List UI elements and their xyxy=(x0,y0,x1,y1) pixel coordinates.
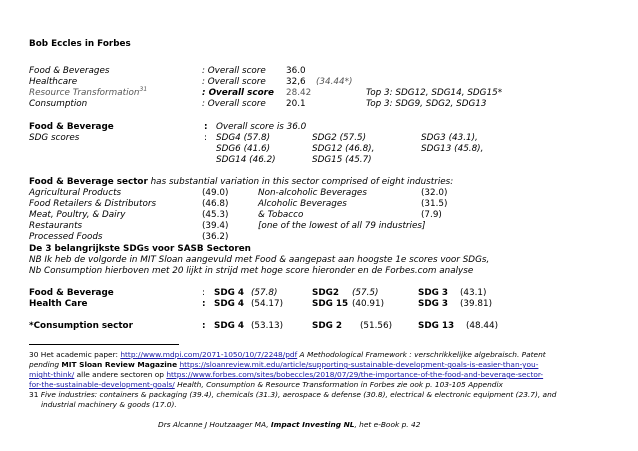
score-label: Resource Transformation$^{31}$ xyxy=(29,86,148,98)
sasb-value: (53.13) xyxy=(251,321,284,331)
sasb-colon: : xyxy=(202,299,206,309)
sdg-cell: SDG3 (43.1), xyxy=(421,133,478,143)
sdg-cell: SDG13 (45.8), xyxy=(421,144,484,154)
sasb-colon: : xyxy=(202,288,205,298)
score-colon-label: : Overall score xyxy=(202,99,266,109)
score-value: 32,6 xyxy=(286,77,306,87)
sdg-cell: SDG2 (57.5) xyxy=(312,133,367,143)
industry-score: (49.0) xyxy=(202,188,229,198)
industry-name: Agricultural Products xyxy=(29,188,122,198)
footnote-link[interactable]: https://sloanreview.mit.edu/article/supporting-sustainable-development-goals-is-easier-than-you- xyxy=(179,360,539,369)
sasb-sdg: SDG 4 xyxy=(214,288,245,298)
heading: Bob Eccles in Forbes xyxy=(29,39,131,49)
industry-name: Alcoholic Beverages xyxy=(258,199,347,209)
score-label: Consumption xyxy=(29,99,88,109)
sasb-sector: Food & Beverage xyxy=(29,288,114,298)
footnote-30: 30 Het academic paper: http://www.mdpi.com/2071-1050/10/7/2248/pdf A Methodological Framework : verschrikkelijke algebraisch. Patent xyxy=(29,350,546,359)
sasb-value: (54.17) xyxy=(251,299,284,309)
sasb-sdg: SDG 3 xyxy=(418,299,449,309)
sdg-colon: : xyxy=(204,133,207,143)
industry-name: Non-alcoholic Beverages xyxy=(258,188,367,198)
footnote-31: 31 Five industries: containers & packaging (39.4), chemicals (31.3), aerospace & defense (30.8), electrical & electronic equipment (23.7), and xyxy=(29,390,557,399)
industry-score: (46.8) xyxy=(202,199,229,209)
score-colon-label: : Overall score xyxy=(202,66,266,76)
sasb-sector: *Consumption sector xyxy=(29,321,133,331)
industry-note: [one of the lowest of all 79 industries] xyxy=(258,221,426,231)
sector-heading: Food & Beverage sector has substantial variation in this sector comprised of eight industries: xyxy=(29,177,454,187)
sasb-sdg: SDG 2 xyxy=(312,321,343,331)
sasb-note: Nb Consumption hierboven met 20 lijkt in strijd met hoge score hieronder en de Forbes.com analyse xyxy=(29,266,474,276)
footnote-31-line: industrial machinery & goods (17.0). xyxy=(41,400,177,409)
sasb-note: NB Ik heb de volgorde in MIT Sloan aangevuld met Food & aangepast aan hoogste 1e scores voor SDGs, xyxy=(29,255,490,265)
sasb-value: (39.81) xyxy=(460,299,493,309)
sdg-cell: SDG14 (46.2) xyxy=(216,155,276,165)
score-value: 36.0 xyxy=(286,66,306,76)
sasb-value: (57.5) xyxy=(352,288,379,298)
sasb-value: (40.91) xyxy=(352,299,385,309)
sasb-sdg: SDG2 xyxy=(312,288,339,298)
industry-name: & Tobacco xyxy=(258,210,304,220)
score-colon-label: : Overall score xyxy=(202,77,266,87)
sasb-value: (43.1) xyxy=(460,288,487,298)
industry-name: Processed Foods xyxy=(29,232,103,242)
score-label: Healthcare xyxy=(29,77,78,87)
sdg-cell: SDG6 (41.6) xyxy=(216,144,271,154)
industry-name: Meat, Poultry, & Dairy xyxy=(29,210,126,220)
sasb-value: (48.44) xyxy=(466,321,499,331)
footnote-link[interactable]: might-think/ xyxy=(29,370,75,379)
score-value: 28.42 xyxy=(286,88,312,98)
sdg-cell: SDG4 (57.8) xyxy=(216,133,271,143)
industry-score: (32.0) xyxy=(421,188,448,198)
food-title: Food & Beverage xyxy=(29,122,114,132)
industry-score: (45.3) xyxy=(202,210,229,220)
industry-score: (31.5) xyxy=(421,199,448,209)
footnote-30-line: for-the-sustainable-development-goals/ Health, Consumption & Resource Transformation in Forbes zie ook p. 103-105 Appendix xyxy=(29,380,503,389)
sdg-cell: SDG12 (46.8), xyxy=(312,144,375,154)
page-footer: Drs Alcanne J Houtzaager MA, Impact Investing NL, het e-Book p. 42 xyxy=(158,420,421,429)
footnote-30-line: pending MIT Sloan Review Magazine https://sloanreview.mit.edu/article/supporting-sustainable-development-goals-is-easier-than-you- xyxy=(29,360,539,369)
score-label: Food & Beverages xyxy=(29,66,110,76)
industry-score: (36.2) xyxy=(202,232,229,242)
score-extra: (34.44*) xyxy=(316,77,353,87)
footnote-link[interactable]: http://www.mdpi.com/2071-1050/10/7/2248/pdf xyxy=(120,350,298,359)
industry-score: (39.4) xyxy=(202,221,229,231)
footnote-link[interactable]: for-the-sustainable-development-goals/ xyxy=(29,380,175,389)
industry-score: (7.9) xyxy=(421,210,442,220)
score-value: 20.1 xyxy=(286,99,306,109)
industry-name: Food Retailers & Distributors xyxy=(29,199,157,209)
sasb-sector: Health Care xyxy=(29,299,88,309)
sasb-title: De 3 belangrijkste SDGs voor SASB Sectoren xyxy=(29,244,251,254)
industry-name: Restaurants xyxy=(29,221,83,231)
footnote-30-line: might-think/ alle andere sectoren op https://www.forbes.com/sites/bobeccles/2018/07/29/the-importance-of-the-food-and-beverage-sector- xyxy=(29,370,544,379)
sdg-label: SDG scores xyxy=(29,133,80,143)
sasb-sdg: SDG 3 xyxy=(418,288,449,298)
sasb-colon: : xyxy=(202,321,206,331)
score-top3: Top 3: SDG9, SDG2, SDG13 xyxy=(366,99,487,109)
food-colon: : xyxy=(204,122,208,132)
score-top3: Top 3: SDG12, SDG14, SDG15* xyxy=(366,88,503,98)
sdg-cell: SDG15 (45.7) xyxy=(312,155,372,165)
sasb-sdg: SDG 4 xyxy=(214,299,245,309)
food-overall: Overall score is 36.0 xyxy=(216,122,307,132)
sasb-sdg: SDG 15 xyxy=(312,299,349,309)
footnote-divider xyxy=(29,344,179,345)
sasb-sdg: SDG 4 xyxy=(214,321,245,331)
sasb-value: (51.56) xyxy=(360,321,393,331)
score-colon-label: : Overall score xyxy=(202,88,274,98)
footnote-link[interactable]: https://www.forbes.com/sites/bobeccles/2018/07/29/the-importance-of-the-food-and-beverage-sector- xyxy=(166,370,544,379)
sasb-value: (57.8) xyxy=(251,288,278,298)
sasb-sdg: SDG 13 xyxy=(418,321,455,331)
